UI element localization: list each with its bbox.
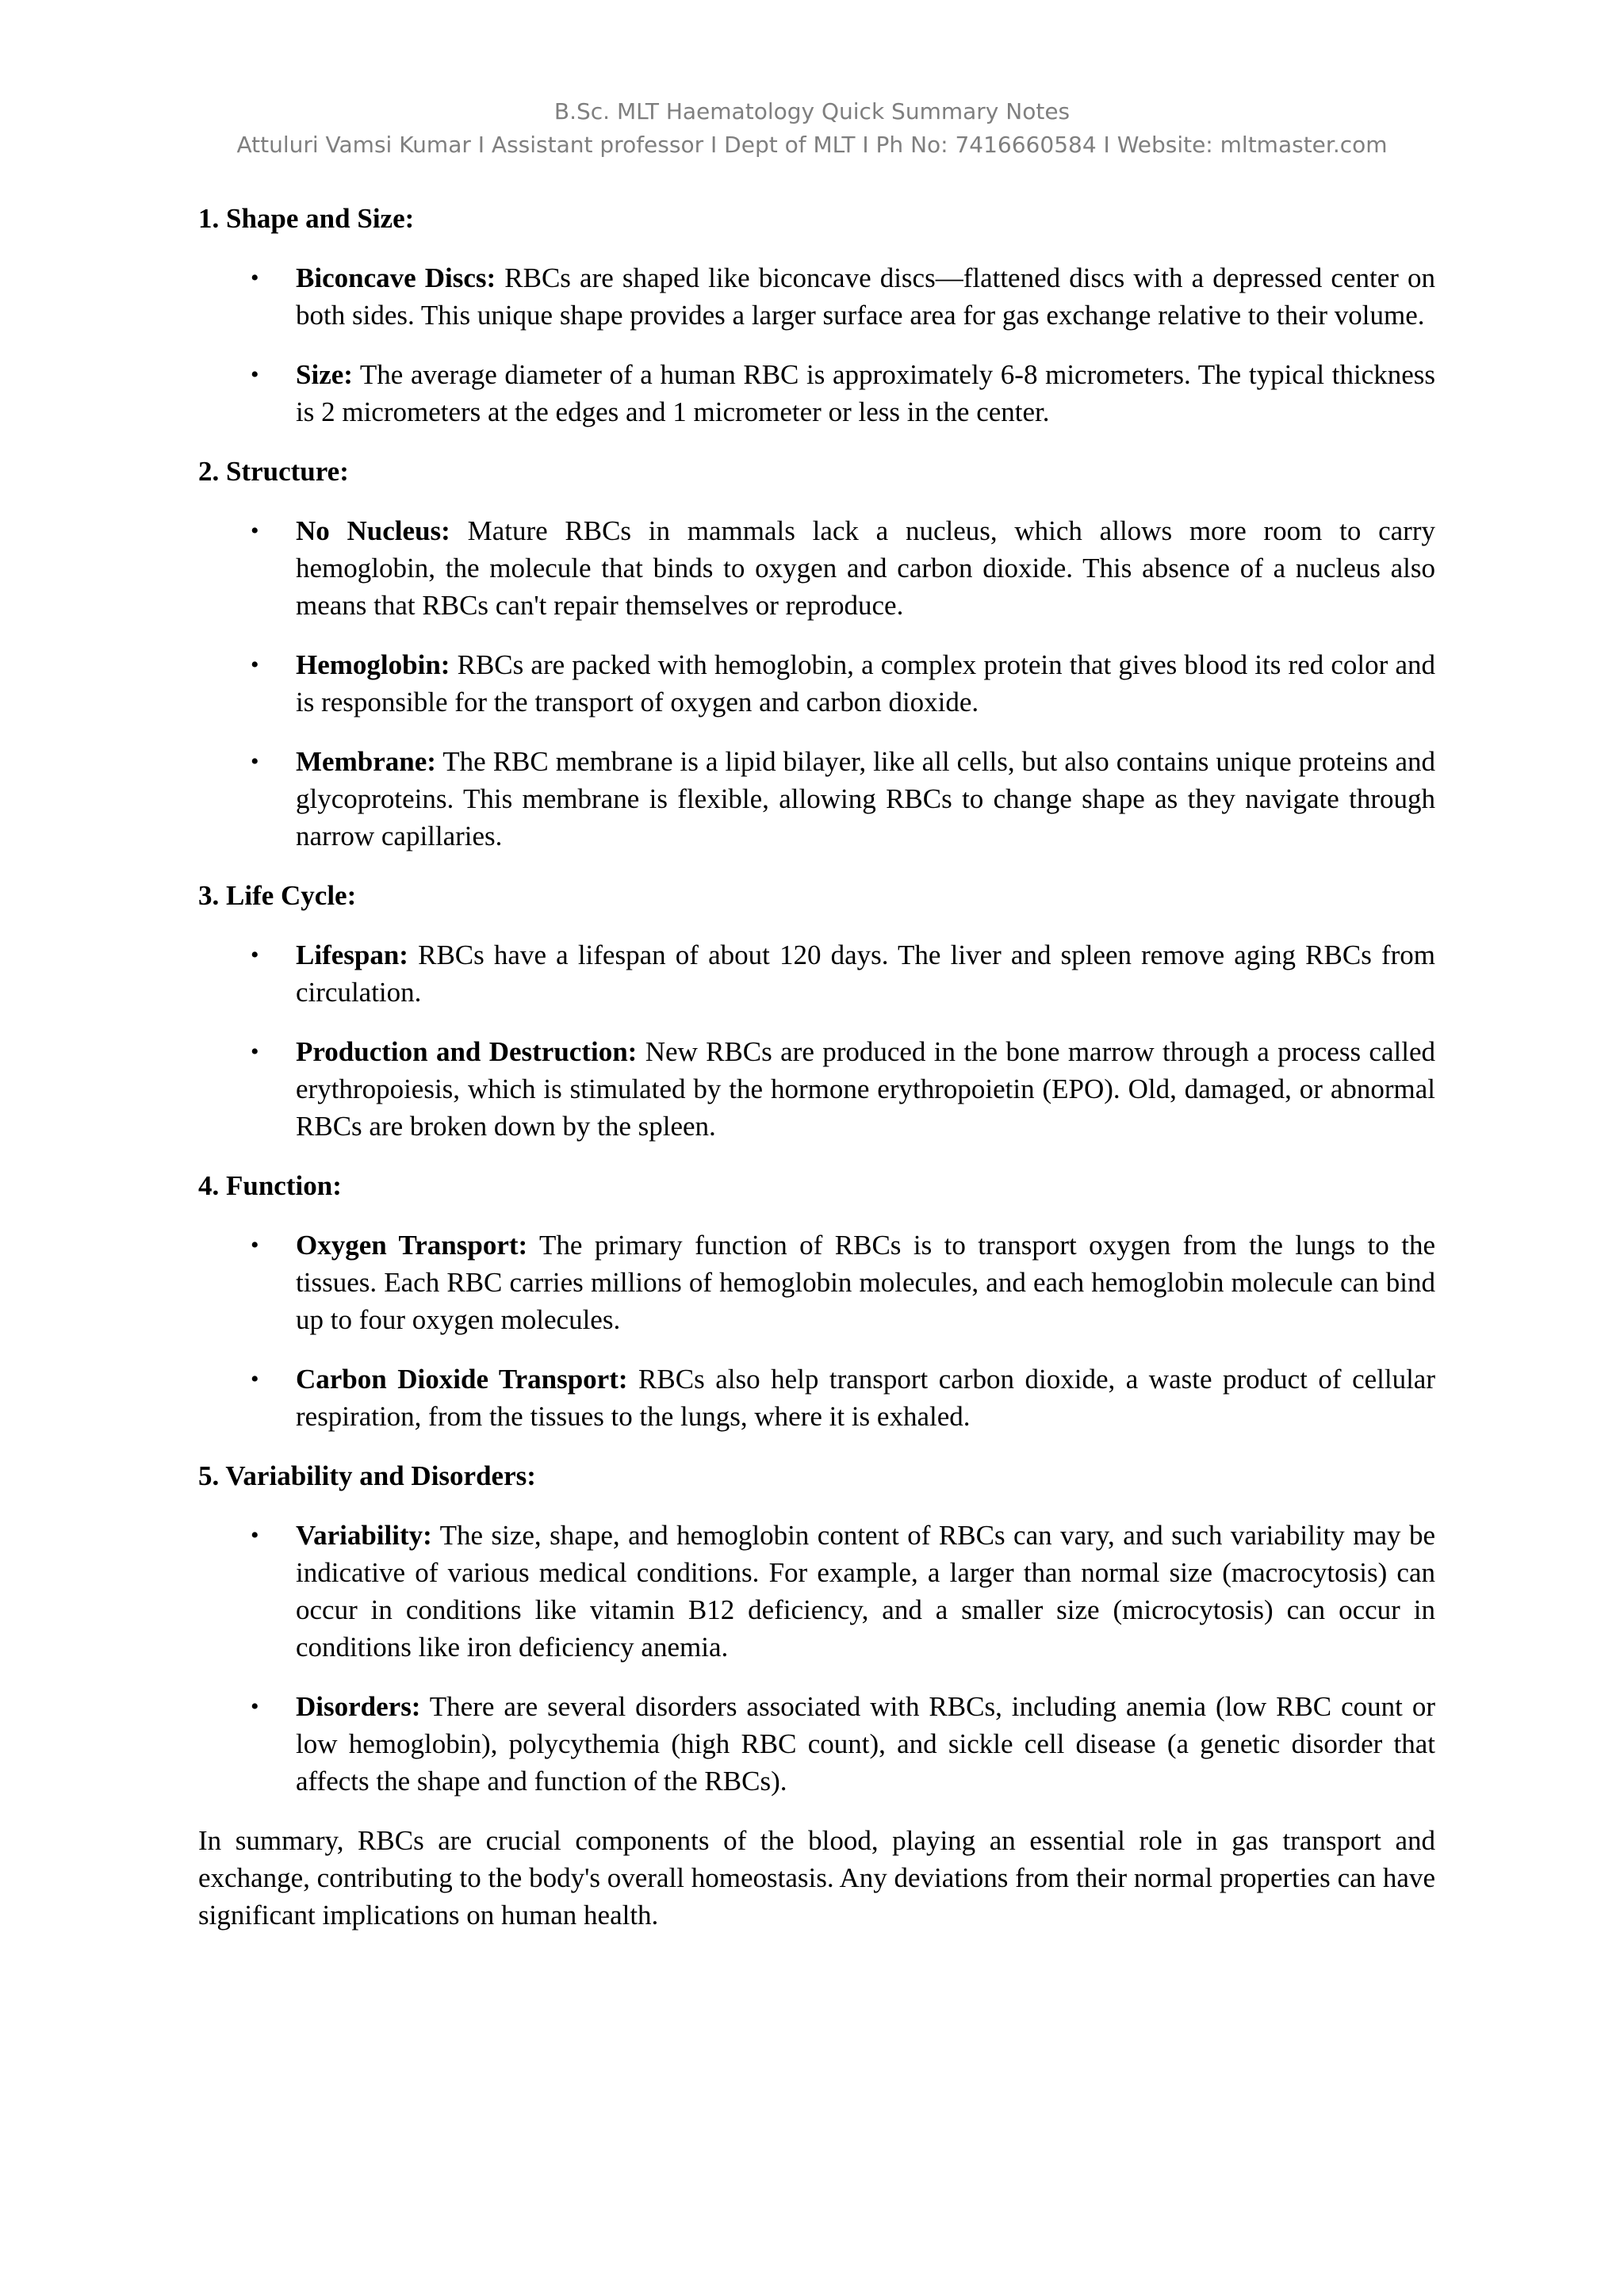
bullet-icon: • [251, 362, 259, 388]
section-shape-size [198, 200, 1435, 430]
item-term: Disorders: [296, 1691, 421, 1722]
bullet-icon: • [251, 748, 259, 775]
bullet-list [198, 512, 1435, 855]
item-term: Membrane: [296, 746, 436, 777]
item-term: Lifespan: [296, 939, 408, 970]
bullet-list [198, 936, 1435, 1145]
list-item [198, 646, 1435, 721]
item-text: Mature RBCs in mammals lack a nucleus, which allows more room to carry hemoglobin, the molecule that binds to oxygen and carbon dioxide. This absence of a nucleus also means that RBCs can't repair themselves or reproduce. [296, 515, 1435, 621]
item-term: Carbon Dioxide Transport: [296, 1364, 628, 1395]
list-item [198, 512, 1435, 624]
section-structure [198, 453, 1435, 855]
section-life-cycle [198, 877, 1435, 1145]
item-text: The average diameter of a human RBC is approximately 6-8 micrometers. The typical thickness is 2 micrometers at the edges and 1 micrometer or less in the center. [296, 359, 1435, 427]
list-item [198, 1517, 1435, 1666]
list-item [198, 936, 1435, 1011]
bullet-list [198, 1226, 1435, 1435]
list-item [198, 1688, 1435, 1800]
bullet-icon: • [251, 518, 259, 544]
list-item [198, 259, 1435, 334]
section-heading: 1. Shape and Size: [198, 203, 415, 234]
bullet-icon: • [251, 1522, 259, 1548]
item-term: Variability: [296, 1520, 432, 1551]
item-text: RBCs have a lifespan of about 120 days. The liver and spleen remove aging RBCs from circulation. [296, 939, 1435, 1008]
header-author-line: Attuluri Vamsi Kumar I Assistant professor I Dept of MLT I Ph No: 7416660584 I Website: mltmaster.com [236, 132, 1388, 158]
bullet-icon: • [251, 652, 259, 678]
list-item [198, 1226, 1435, 1338]
section-heading: 4. Function: [198, 1170, 342, 1201]
section-heading: 2. Structure: [198, 456, 349, 487]
item-text: RBCs are shaped like biconcave discs—flattened discs with a depressed center on both sides. This unique shape provides a larger surface area for gas exchange relative to their volume. [296, 262, 1435, 331]
header-title: B.Sc. MLT Haematology Quick Summary Notes [553, 98, 1071, 124]
item-text: New RBCs are produced in the bone marrow through a process called erythropoiesis, which is stimulated by the hormone erythropoietin (EPO). Old, damaged, or abnormal RBCs are broken down by the spleen. [296, 1036, 1435, 1142]
summary-paragraph: In summary, RBCs are crucial components of the blood, playing an essential role in gas transport and exchange, contributing to the body's overall homeostasis. Any deviations from their normal properties can have significant implications on human health. [198, 1825, 1435, 1931]
document-body [198, 200, 1435, 1934]
item-text: There are several disorders associated with RBCs, including anemia (low RBC count or low hemoglobin), polycythemia (high RBC count), and sickle cell disease (a genetic disorder that affects the shape and function of the RBCs). [296, 1691, 1435, 1797]
bullet-list [198, 1517, 1435, 1800]
bullet-icon: • [251, 1232, 259, 1258]
list-item [198, 743, 1435, 855]
bullet-icon: • [251, 942, 259, 968]
item-text: RBCs also help transport carbon dioxide, a waste product of cellular respiration, from the tissues to the lungs, where it is exhaled. [296, 1364, 1436, 1432]
bullet-icon: • [251, 265, 259, 291]
item-term: No Nucleus: [296, 515, 450, 546]
bullet-icon: • [251, 1366, 259, 1392]
bullet-icon: • [251, 1693, 259, 1720]
item-term: Biconcave Discs: [296, 262, 496, 293]
section-variability-disorders [198, 1457, 1435, 1800]
item-term: Oxygen Transport: [296, 1230, 528, 1261]
item-term: Size: [296, 359, 353, 390]
list-item [198, 1360, 1435, 1435]
list-item [198, 1033, 1435, 1145]
section-function [198, 1167, 1435, 1435]
list-item [198, 356, 1435, 430]
item-text: The size, shape, and hemoglobin content of RBCs can vary, and such variability may be indicative of various medical conditions. For example, a larger than normal size (macrocytosis) can occur in conditions like vitamin B12 deficiency, and a smaller size (microcytosis) can occur in conditions like iron deficiency anemia. [296, 1520, 1435, 1663]
item-term: Production and Destruction: [296, 1036, 638, 1067]
section-heading: 5. Variability and Disorders: [198, 1460, 536, 1491]
item-text: The primary function of RBCs is to transport oxygen from the lungs to the tissues. Each RBC carries millions of hemoglobin molecules, and each hemoglobin molecule can bind up to four oxygen molecules. [296, 1230, 1435, 1335]
item-text: The RBC membrane is a lipid bilayer, like all cells, but also contains unique proteins and glycoproteins. This membrane is flexible, allowing RBCs to change shape as they navigate through narrow capillaries. [296, 746, 1435, 851]
item-term: Hemoglobin: [296, 649, 450, 680]
bullet-list [198, 259, 1435, 430]
bullet-icon: • [251, 1039, 259, 1065]
page-header [0, 95, 1624, 162]
item-text: RBCs are packed with hemoglobin, a complex protein that gives blood its red color and is responsible for the transport of oxygen and carbon dioxide. [296, 649, 1435, 718]
section-heading: 3. Life Cycle: [198, 880, 357, 911]
